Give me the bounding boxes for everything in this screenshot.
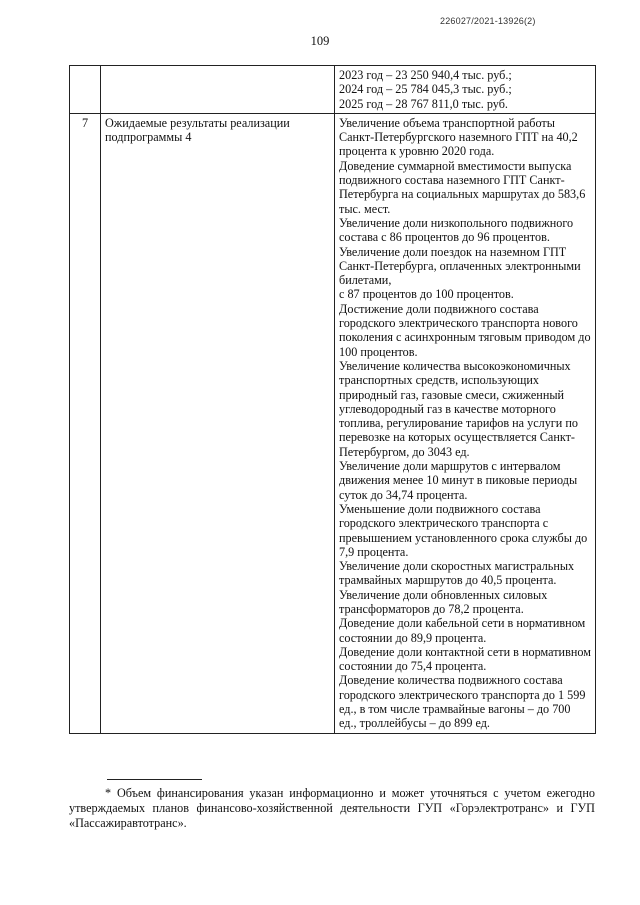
result-item: Доведение количества подвижного состава городского электрического транспорта до 1 599 ед., в том числе трамвайные вагоны – до 700 ед., троллейбусы – до 899 ед. xyxy=(339,673,586,731)
row-number-cell: 7 xyxy=(70,113,101,733)
row-label-cell xyxy=(101,66,335,114)
program-table xyxy=(69,65,596,734)
result-item: Увеличение доли скоростных магистральных трамвайных маршрутов до 40,5 процента. xyxy=(339,559,575,588)
funding-line: 2025 год – 28 767 811,0 тыс. руб. xyxy=(339,96,508,111)
row-content-cell xyxy=(335,66,596,114)
result-item: Доведение доли контактной сети в нормативном состоянии до 75,4 процента. xyxy=(339,644,591,674)
result-item: Увеличение доли низкопольного подвижного состава с 86 процентов до 96 процентов. xyxy=(339,215,574,245)
page-number: 109 xyxy=(310,34,330,48)
footnote: * Объем финансирования указан информационно и может уточняться с учетом ежегодно утверждаемых планов финансово-хозяйственной деятельности ГУП «Горэлектротранс» и ГУП «Пассажиравтотранс». xyxy=(69,786,595,830)
result-item: Увеличение количества высокоэкономичных транспортных средств, использующих природный газ, газовые смеси, сжиженный углеводородный газ в качестве моторного топлива, регулирование тарифов на услуги по перевозке на которых осуществляется Санкт-Петербургом, до 3043 ед. xyxy=(339,358,578,459)
document-id: 226027/2021-13926(2) xyxy=(440,16,536,26)
funding-line: 2024 год – 25 784 045,3 тыс. руб.; xyxy=(339,82,512,97)
result-item: Уменьшение доли подвижного состава городского электрического транспорта с превышением установленного срока службы до 7,9 процента. xyxy=(339,501,588,559)
result-item: Доведение суммарной вместимости выпуска подвижного состава наземного ГПТ Санкт-Петербурга на социальных маршрутах до 583,6 тыс. мест. xyxy=(339,158,586,216)
row-content-cell xyxy=(335,113,596,733)
result-item: Увеличение доли обновленных силовых трансформаторов до 78,2 процента. xyxy=(339,587,548,616)
result-item: Увеличение объема транспортной работы Санкт-Петербургского наземного ГПТ на 40,2 процента к уровню 2020 года. xyxy=(339,115,578,159)
result-item: Увеличение доли поездок на наземном ГПТ Санкт-Петербурга, оплаченных электронными билетами, xyxy=(339,244,581,288)
funding-line: 2023 год – 23 250 940,4 тыс. руб.; xyxy=(339,68,512,82)
row-label-cell: Ожидаемые результаты реализации подпрограммы 4 xyxy=(101,113,335,733)
table-row xyxy=(70,66,596,114)
footnote-divider xyxy=(107,779,202,780)
result-item: с 87 процентов до 100 процентов. xyxy=(339,287,514,302)
table-row xyxy=(70,113,596,733)
result-item: Доведение доли кабельной сети в нормативном состоянии до 89,9 процента. xyxy=(339,616,586,645)
row-number-cell xyxy=(70,66,101,114)
result-item: Достижение доли подвижного состава городского электрического транспорта нового поколения с асинхронным тяговым приводом до 100 процентов. xyxy=(339,301,591,359)
result-item: Увеличение доли маршрутов с интервалом движения менее 10 минут в пиковые периоды суток до 34,74 процента. xyxy=(339,459,578,502)
